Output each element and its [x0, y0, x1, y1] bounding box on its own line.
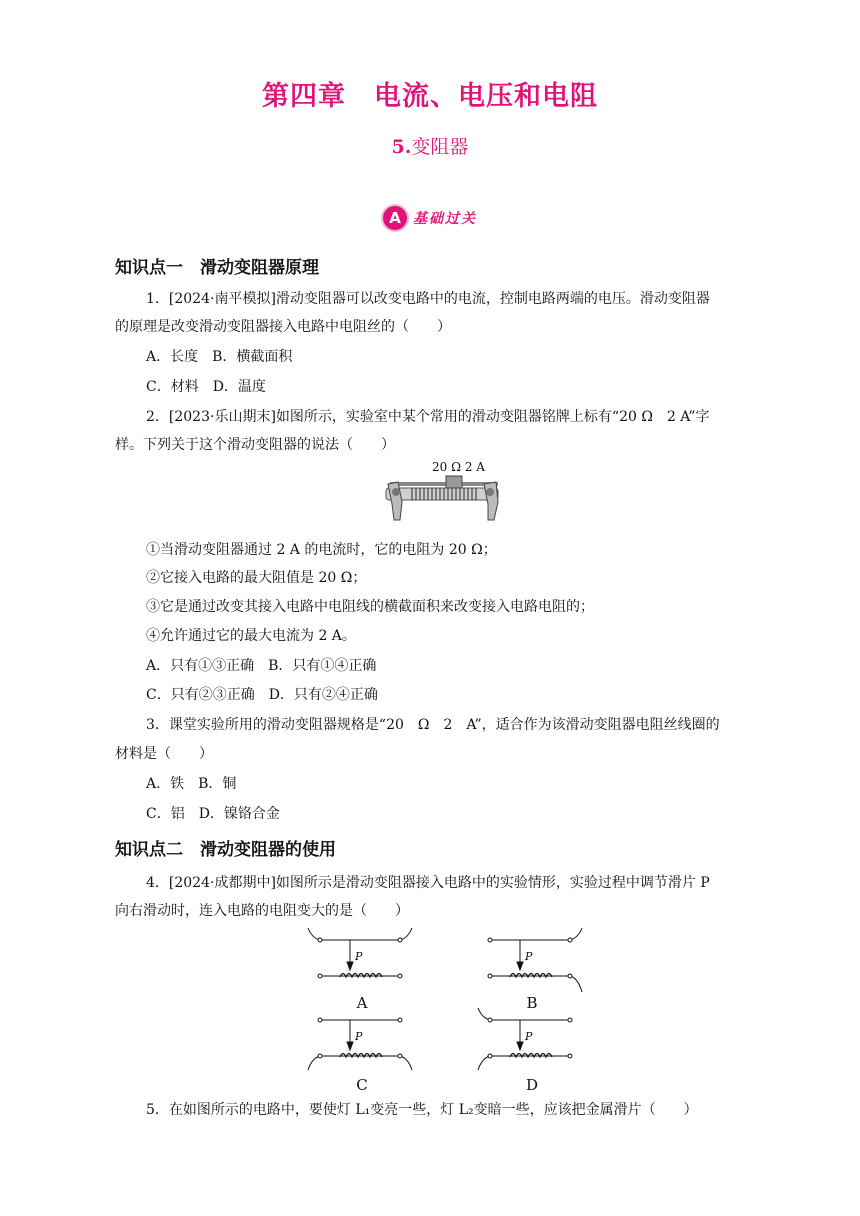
question-2-options-ab: A．只有①③正确 B．只有①④正确: [146, 658, 377, 674]
question-3-line-2: 材料是（ ）: [115, 746, 213, 762]
question-2-line-1: 2．[2023·乐山期末]如图所示，实验室中某个常用的滑动变阻器铭牌上标有“20 Ω 2 A”字: [146, 409, 710, 425]
diagram-label-c: C: [356, 1076, 368, 1094]
diagram-label-a: A: [356, 994, 368, 1012]
knowledge-point-heading: 知识点二 滑动变阻器的使用: [115, 840, 336, 860]
chapter-title: 第四章 电流、电压和电阻: [262, 81, 598, 112]
question-2-statement-4: ④允许通过它的最大电流为 2 A。: [146, 628, 356, 644]
badge-letter: A: [383, 206, 407, 230]
section-badge: [0, 206, 860, 230]
slider-label-a: P: [355, 950, 363, 963]
question-3-line-1: 3．课堂实验所用的滑动变阻器规格是“20 Ω 2 A”，适合作为该滑动变阻器电阻丝线圈的: [146, 717, 720, 733]
diagram-label-d: D: [525, 1076, 539, 1094]
section-number: 5.: [391, 136, 412, 158]
question-1-options-cd: C．材料 D．温度: [146, 379, 266, 395]
section-name: 变阻器: [411, 136, 469, 158]
question-4-line-1: 4．[2024·成都期中]如图所示是滑动变阻器接入电路中的实验情形，实验过程中调节滑片 P: [146, 875, 710, 891]
question-3-options-ab: A．铁 B．铜: [146, 776, 237, 792]
question-2-statement-3: ③它是通过改变其接入电路中电阻线的横截面积来改变接入电路电阻的；: [146, 599, 594, 615]
diagram-label-b: B: [526, 994, 538, 1012]
question-1-line-1: 1．[2024·南平模拟]滑动变阻器可以改变电路中的电流，控制电路两端的电压。滑动变阻器: [146, 291, 710, 307]
rheostat-circuit-diagrams: [300, 924, 600, 1096]
question-1-options-ab: A．长度 B．横截面积: [146, 349, 293, 365]
question-4-line-2: 向右滑动时，连入电路的电阻变大的是（ ）: [115, 903, 409, 919]
rheostat-image: [380, 458, 510, 530]
nameplate-label: 20 Ω 2 A: [432, 460, 485, 474]
knowledge-point-heading: 知识点一 滑动变阻器原理: [115, 258, 319, 278]
slider-label-d: P: [525, 1030, 533, 1043]
question-3-options-cd: C．铝 D．镍铬合金: [146, 806, 280, 822]
slider-label-b: P: [525, 950, 533, 963]
question-2-statement-2: ②它接入电路的最大阻值是 20 Ω；: [146, 570, 367, 586]
slider-label-c: P: [355, 1030, 363, 1043]
section-title: [0, 132, 860, 159]
question-5-line-1: 5．在如图所示的电路中，要使灯 L₁变亮一些，灯 L₂变暗一些，应该把金属滑片（ ）: [146, 1102, 698, 1118]
question-2-statement-1: ①当滑动变阻器通过 2 A 的电流时，它的电阻为 20 Ω；: [146, 542, 497, 558]
question-2-options-cd: C．只有②③正确 D．只有②④正确: [146, 687, 378, 703]
badge-text: 基础过关: [413, 211, 477, 227]
question-1-line-2: 的原理是改变滑动变阻器接入电路中电阻丝的（ ）: [115, 319, 451, 335]
question-2-line-2: 样。下列关于这个滑动变阻器的说法（ ）: [115, 437, 395, 453]
rheostat-drawing: [380, 458, 510, 530]
